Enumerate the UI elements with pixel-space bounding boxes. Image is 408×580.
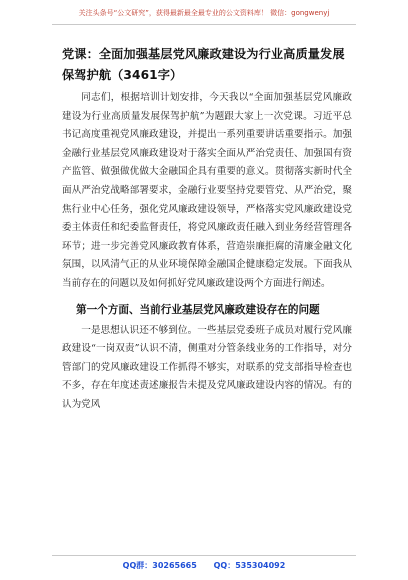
- section-heading: 第一个方面、当前行业基层党风廉政建设存在的问题: [76, 303, 320, 316]
- footer-divider: [52, 555, 356, 556]
- section-paragraph: 一是思想认识还不够到位。一些基层党委班子成员对履行党风廉政建设“一岗双责”认识不清，侧重对分管条线业务的工作指导，对分管部门的党风廉政建设工作抓得不够实，对联系的党支部指导检查也不多，存在年度述责述廉报告未提及党风廉政建设内容的情况。有的认为党风: [62, 324, 352, 410]
- document-body: [62, 44, 352, 415]
- intro-paragraph: 同志们，根据培训计划安排，今天我以“全面加强基层党风廉政建设为行业高质量发展保驾护航”为题跟大家上一次党课。习近平总书记高度重视党风廉政建设，并提出一系列重要讲话重要指示。加强金融行业基层党风廉政建设对于落实全面从严治党责任、加强国有资产监管、做强做优做大金融国企具有重要的意义。贯彻落实新时代全面从严治党战略部署要求，金融行业要坚持党要管党、从严治党，聚焦行业中心任务，强化党风廉政建设领导，严格落实党风廉政建设党委主体责任和纪委监督责任，将党风廉政责任融入到业务经营管理各环节；进一步完善党风廉政教育体系，营造崇廉拒腐的清廉金融文化氛围，以风清气正的从业环境保障金融国企健康稳定发展。下面我从当前存在的问题以及如何抓好党风廉政建设两个方面进行阐述。: [62, 92, 352, 289]
- document-title: 党课：全面加强基层党风廉政建设为行业高质量发展保驾护航（3461字）: [62, 47, 345, 82]
- footer-qq-group: QQ群：30265665: [122, 561, 197, 570]
- page-footer: [0, 560, 408, 571]
- header-divider: [52, 24, 356, 25]
- footer-qq: QQ：535304092: [213, 561, 286, 570]
- page-header-banner: 关注头条号“公文研究”，获得最新最全最专业的公文资料库！ 微信：gongwenyj: [78, 9, 330, 17]
